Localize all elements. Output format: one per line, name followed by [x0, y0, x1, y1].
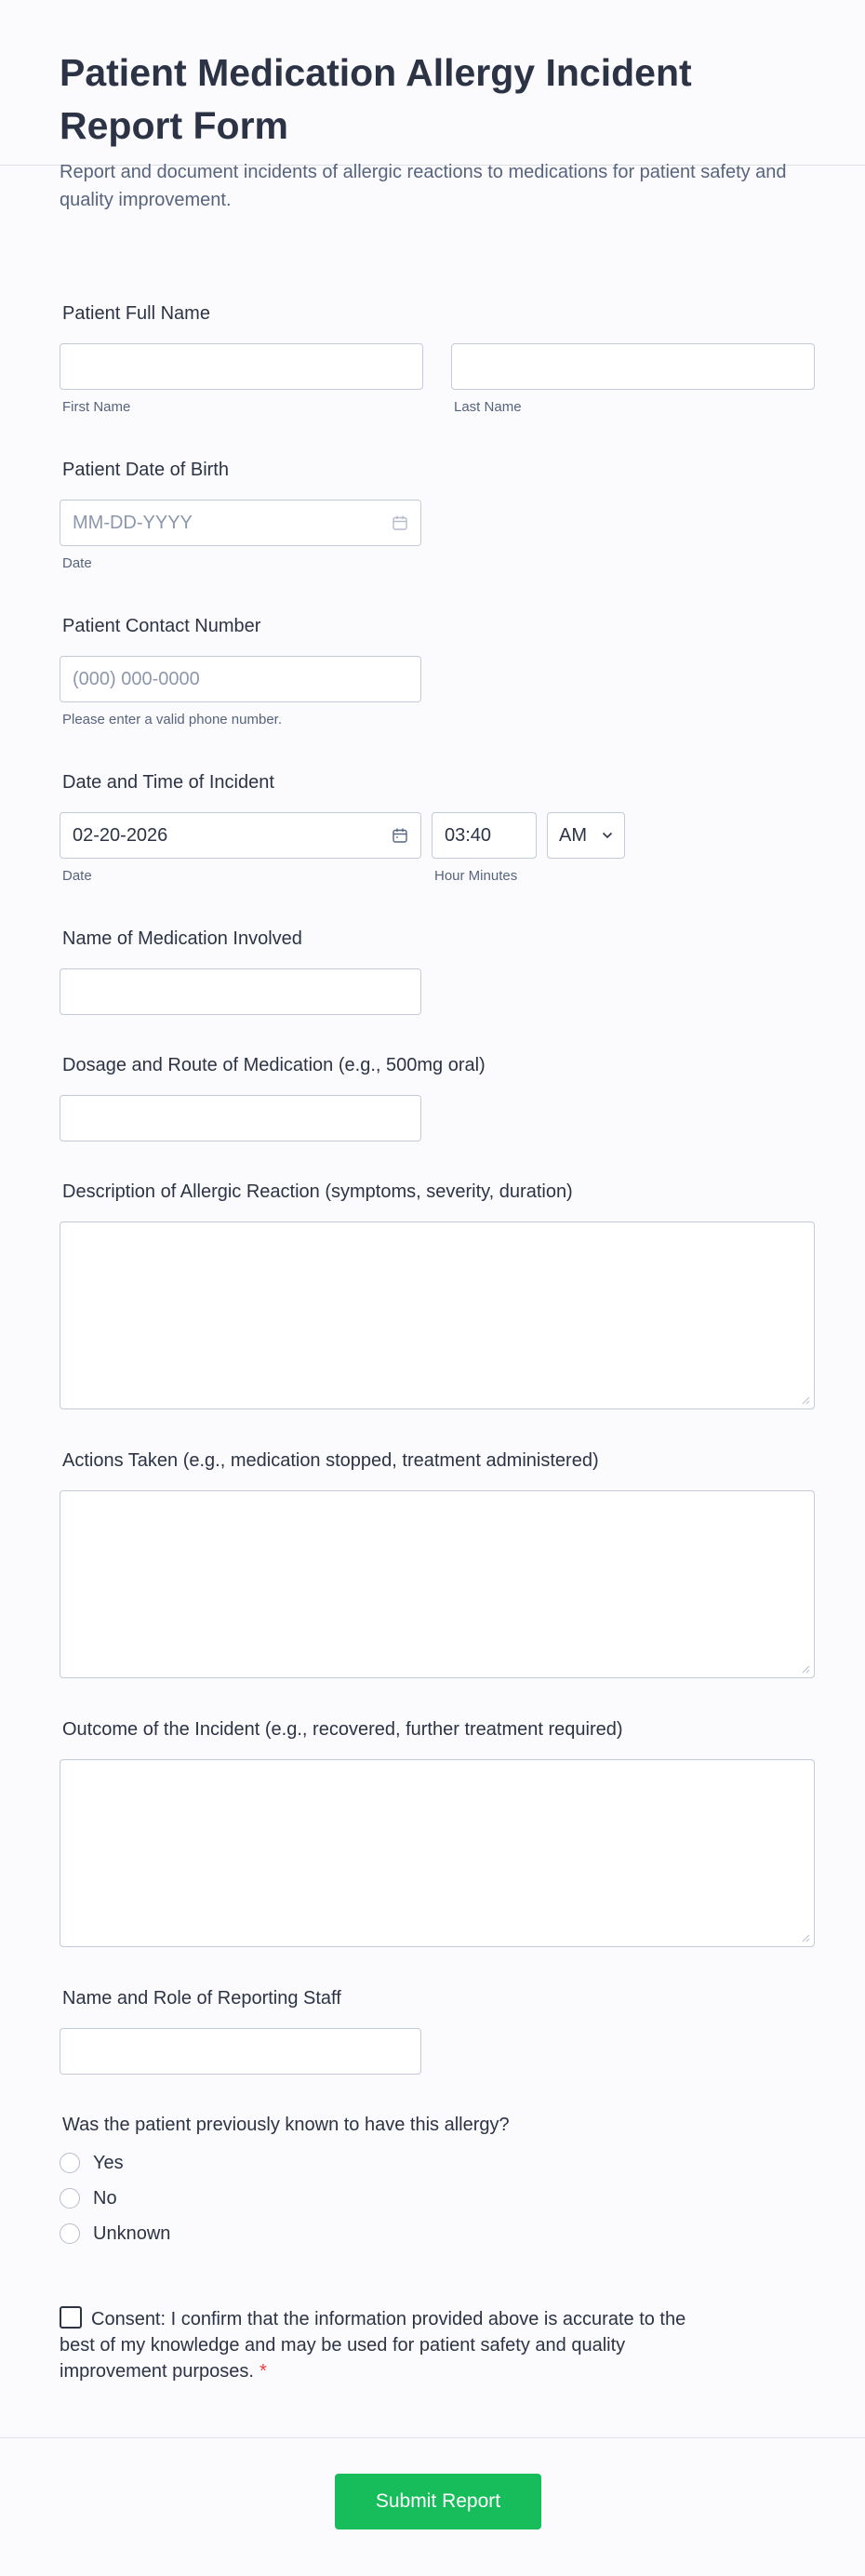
medication-field	[60, 926, 815, 1015]
first-name-sublabel: First Name	[62, 399, 131, 415]
dob-placeholder: MM-DD-YYYY	[73, 512, 193, 533]
last-name-input[interactable]	[451, 343, 815, 390]
reaction-label: Description of Allergic Reaction (symptoms, severity, duration)	[62, 1181, 573, 1202]
known-allergy-field	[60, 2112, 815, 2251]
chevron-down-icon	[602, 832, 613, 839]
form-title: Patient Medication Allergy Incident Report Form	[60, 51, 692, 147]
outcome-textarea[interactable]	[60, 1759, 815, 1947]
form-description: Report and document incidents of allergic reactions to medications for patient safety and quality improvement.	[60, 162, 787, 210]
incident-datetime-field	[60, 769, 815, 885]
known-allergy-label: Was the patient previously known to have this allergy?	[62, 2115, 510, 2135]
contact-field	[60, 613, 815, 728]
incident-time-input[interactable]	[432, 812, 537, 859]
first-name-input[interactable]	[60, 343, 423, 390]
dosage-label: Dosage and Route of Medication (e.g., 500mg oral)	[62, 1055, 486, 1075]
resize-handle-icon[interactable]	[801, 1933, 810, 1942]
contact-placeholder: (000) 000-0000	[73, 668, 200, 689]
consent-text-block	[60, 2306, 711, 2384]
actions-textarea[interactable]	[60, 1490, 815, 1678]
staff-field	[60, 1985, 815, 2075]
submit-button[interactable]: Submit Report	[335, 2474, 541, 2529]
reaction-field	[60, 1179, 815, 1409]
dob-input[interactable]	[60, 500, 421, 546]
incident-date-sublabel: Date	[62, 868, 92, 884]
dob-sublabel: Date	[62, 555, 92, 571]
known-allergy-options	[60, 2145, 815, 2251]
radio-button[interactable]	[60, 2223, 80, 2244]
resize-handle-icon[interactable]	[801, 1664, 810, 1674]
incident-date-value: 02-20-2026	[73, 824, 168, 846]
dob-label: Patient Date of Birth	[62, 460, 229, 480]
incident-datetime-label: Date and Time of Incident	[62, 772, 274, 793]
patient-name-label: Patient Full Name	[62, 303, 210, 324]
dosage-input[interactable]	[60, 1095, 421, 1141]
contact-sublabel: Please enter a valid phone number.	[62, 712, 282, 727]
contact-input[interactable]	[60, 656, 421, 702]
contact-label: Patient Contact Number	[62, 616, 261, 636]
calendar-icon[interactable]	[392, 827, 408, 844]
incident-time-value: 03:40	[445, 824, 492, 846]
last-name-sublabel: Last Name	[454, 399, 522, 415]
incident-date-input[interactable]	[60, 812, 421, 859]
form-header	[0, 0, 865, 210]
medication-input[interactable]	[60, 968, 421, 1015]
radio-option-unknown[interactable]	[60, 2216, 815, 2251]
patient-name-field	[60, 300, 815, 416]
staff-label: Name and Role of Reporting Staff	[62, 1988, 341, 2009]
ampm-value: AM	[559, 824, 587, 846]
outcome-label: Outcome of the Incident (e.g., recovered, further treatment required)	[62, 1719, 623, 1740]
staff-input[interactable]	[60, 2028, 421, 2075]
dob-field	[60, 457, 815, 572]
radio-option-label: Unknown	[93, 2222, 171, 2244]
outcome-field	[60, 1716, 815, 1947]
consent-text: Consent: I confirm that the information provided above is accurate to the best of my knowledge and may be used for patient safety and quality improvement purposes.	[60, 2309, 686, 2382]
radio-button[interactable]	[60, 2188, 80, 2209]
required-asterisk: *	[259, 2361, 267, 2382]
form-footer	[0, 2437, 865, 2576]
dosage-field	[60, 1052, 815, 1141]
incident-time-sublabel: Hour Minutes	[434, 868, 518, 884]
medication-label: Name of Medication Involved	[62, 928, 302, 949]
radio-option-label: Yes	[93, 2152, 124, 2173]
reaction-textarea[interactable]	[60, 1221, 815, 1409]
radio-button[interactable]	[60, 2153, 80, 2173]
ampm-select[interactable]	[547, 812, 625, 859]
radio-option-yes[interactable]	[60, 2145, 815, 2181]
actions-label: Actions Taken (e.g., medication stopped, treatment administered)	[62, 1450, 599, 1471]
consent-checkbox[interactable]	[60, 2306, 82, 2329]
radio-option-no[interactable]	[60, 2181, 815, 2216]
calendar-icon[interactable]	[392, 514, 408, 531]
resize-handle-icon[interactable]	[801, 1395, 810, 1405]
actions-field	[60, 1448, 815, 1678]
radio-option-label: No	[93, 2187, 117, 2209]
consent-field	[60, 2306, 815, 2384]
